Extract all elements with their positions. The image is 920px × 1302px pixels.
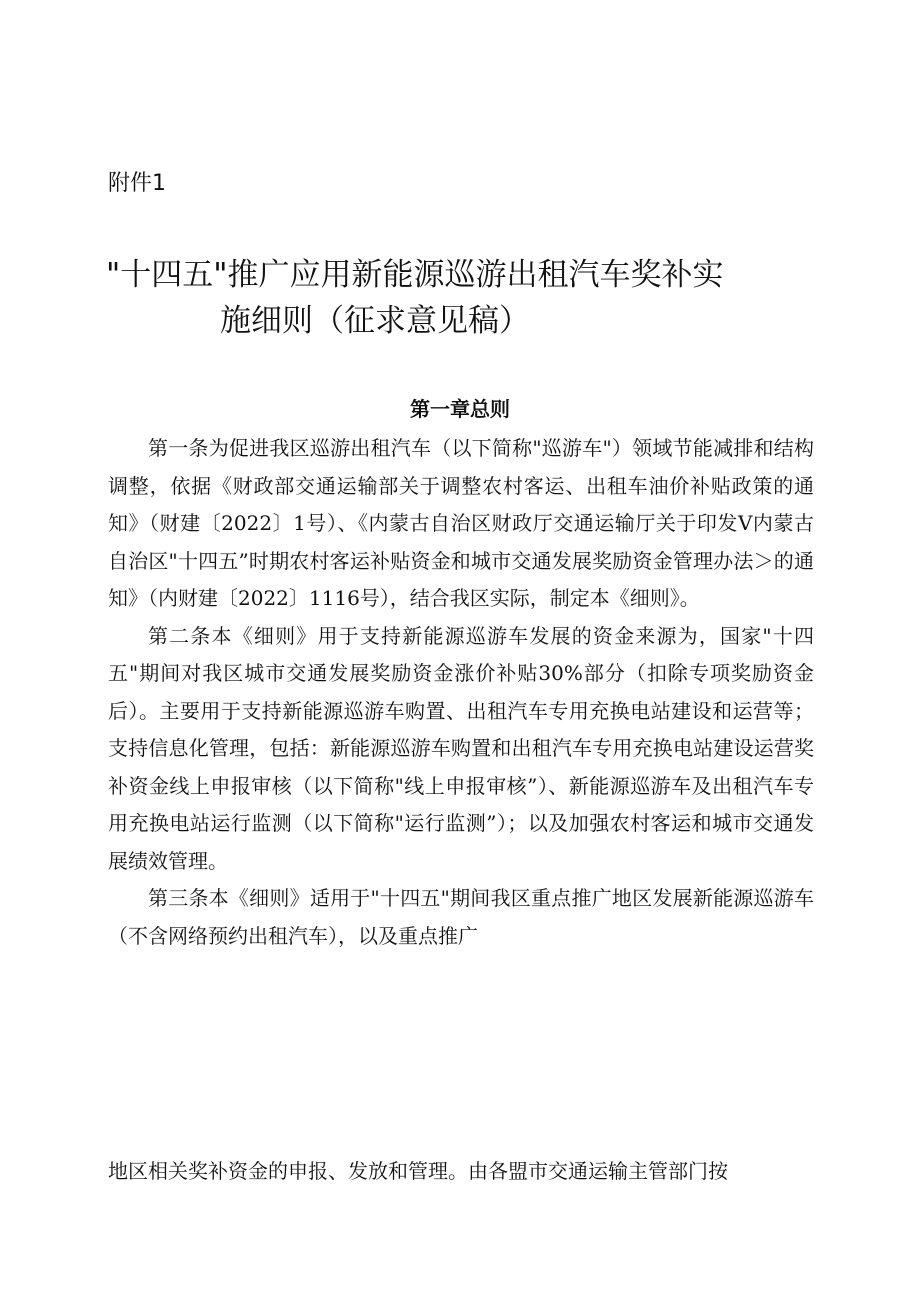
article-1-paragraph: 第一条为促进我区巡游出租汽车（以下简称"巡游车"）领域节能减排和结构调整，依据《财政部交通运输部关于调整农村客运、出租车油价补贴政策的通知》（财建〔2022〕1号）、《内蒙古自治区财政厅交通运输厅关于印发V内蒙古自治区"十四五”时期农村客运补贴资金和城市交通发展奖励资金管理办法＞的通知》（内财建〔2022〕1116号），结合我区实际，制定本《细则》。: [108, 436, 814, 610]
attachment-label: 附件1: [108, 171, 166, 196]
title-line-1: "十四五"推广应用新能源巡游出租汽车奖补实: [106, 257, 724, 293]
continuation-paragraph: 地区相关奖补资金的申报、发放和管理。由各盟市交通运输主管部门按: [108, 1159, 728, 1183]
article-3-paragraph: 第三条本《细则》适用于"十四五"期间我区重点推广地区发展新能源巡游车（不含网络预约出租汽车），以及重点推广: [108, 886, 814, 948]
article-2-paragraph: 第二条本《细则》用于支持新能源巡游车发展的资金来源为，国家"十四五"期间对我区城市交通发展奖励资金涨价补贴30%部分（扣除专项奖励资金后）。主要用于支持新能源巡游车购置、出租汽车专用充换电站建设和运营等；支持信息化管理，包括：新能源巡游车购置和出租汽车专用充换电站建设运营奖补资金线上申报审核（以下简称"线上申报审核”）、新能源巡游车及出租汽车专用充换电站运行监测（以下简称"运行监测”）；以及加强农村客运和城市交通发展绩效管理。: [108, 623, 814, 873]
document-title: [106, 252, 826, 344]
body-text-main: [108, 430, 814, 955]
chapter-heading: 第一章总则: [410, 397, 510, 421]
title-line-2: 施细则（征求意见稿）: [220, 303, 530, 339]
body-text-continuation: [108, 1153, 814, 1191]
